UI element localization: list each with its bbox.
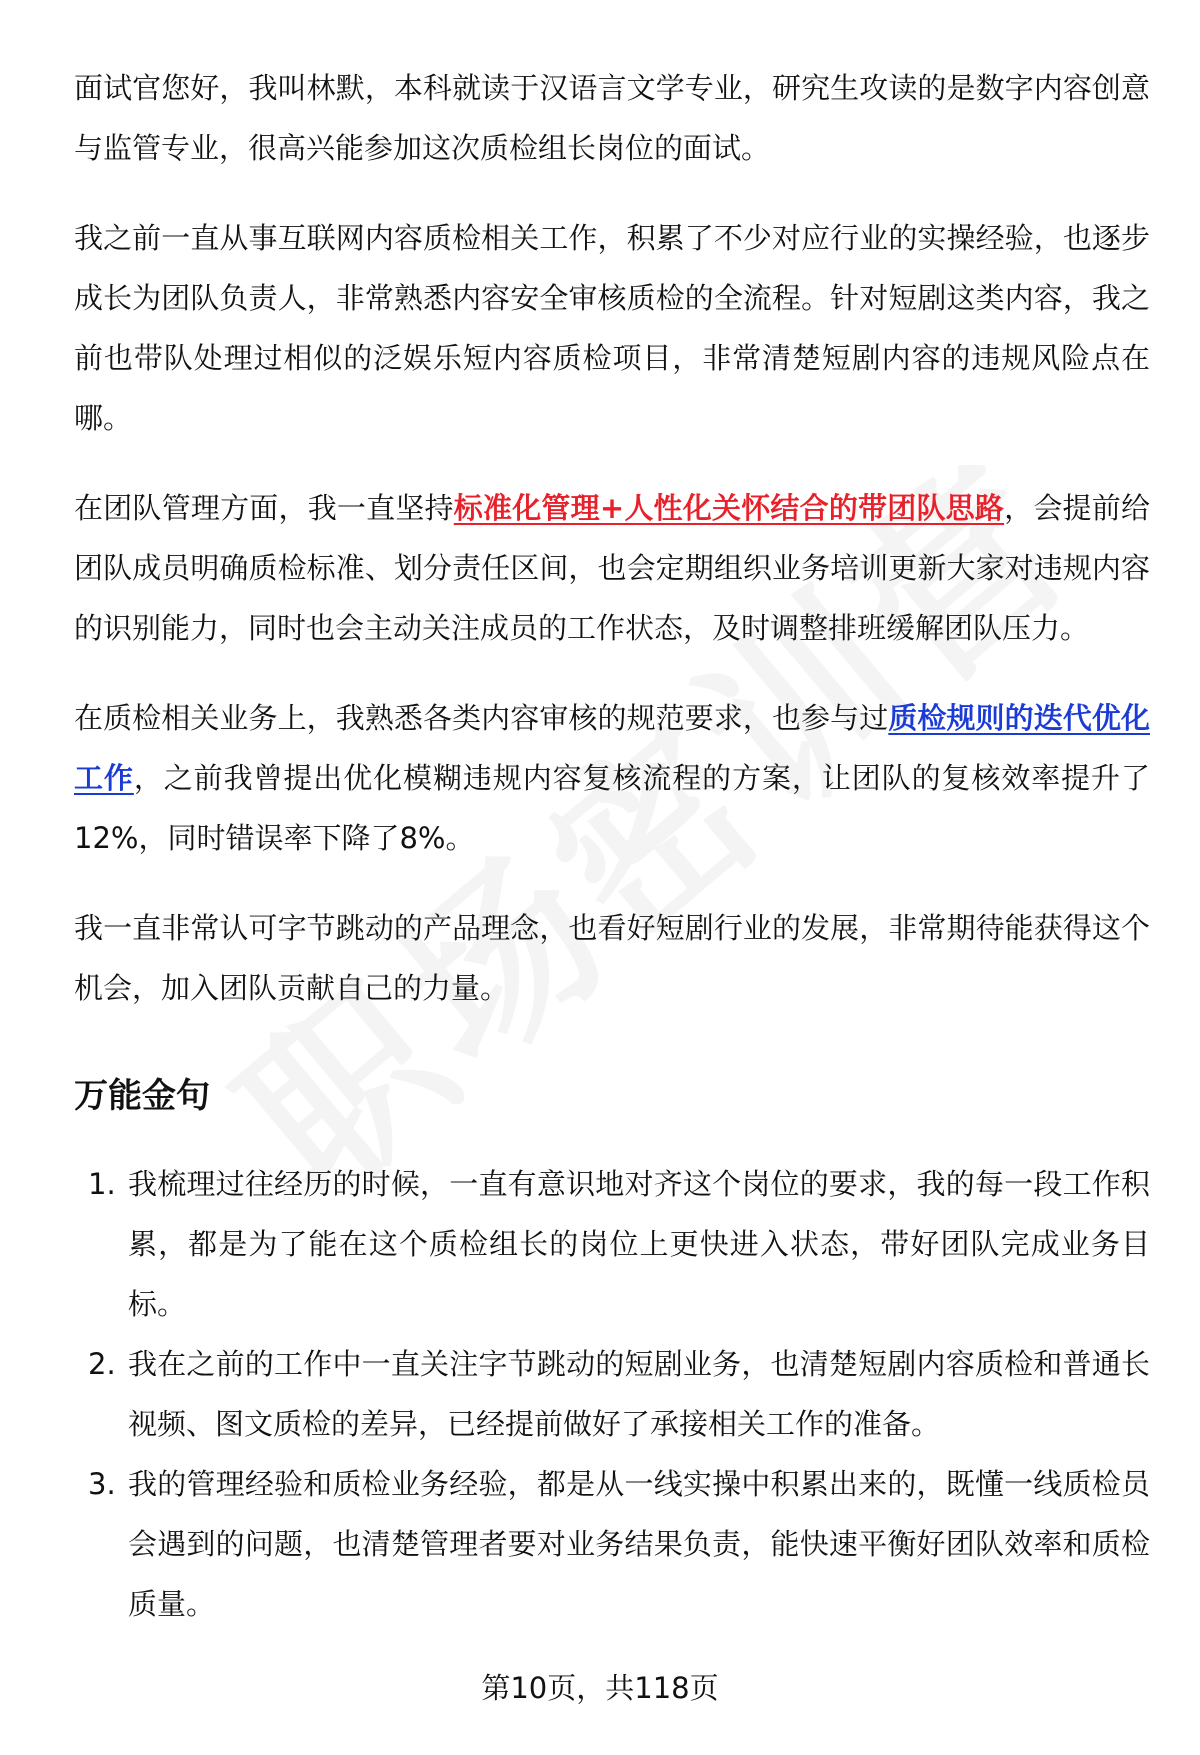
document-body xyxy=(74,58,1150,1634)
business-text-before: 在质检相关业务上，我熟悉各类内容审核的规范要求，也参与过 xyxy=(74,701,889,735)
paragraph-intro: 面试官您好，我叫林默，本科就读于汉语言文学专业，研究生攻读的是数字内容创意与监管专业，很高兴能参加这次质检组长岗位的面试。 xyxy=(74,71,1150,165)
list-item-number: 1. xyxy=(88,1167,116,1201)
list-item xyxy=(74,1334,1150,1454)
paragraph-management xyxy=(74,478,1150,658)
paragraph-experience: 我之前一直从事互联网内容质检相关工作，积累了不少对应行业的实操经验，也逐步成长为团队负责人，非常熟悉内容安全审核质检的全流程。针对短剧这类内容，我之前也带队处理过相似的泛娱乐短内容质检项目，非常清楚短剧内容的违规风险点在哪。 xyxy=(74,221,1150,435)
list-item-number: 2. xyxy=(88,1347,116,1381)
paragraph-closing: 我一直非常认可字节跳动的产品理念，也看好短剧行业的发展，非常期待能获得这个机会，加入团队贡献自己的力量。 xyxy=(74,911,1150,1005)
business-highlight: 质检规则的迭代优化工作 xyxy=(74,701,1150,795)
list-item-text: 我梳理过往经历的时候，一直有意识地对齐这个岗位的要求，我的每一段工作积累，都是为了能在这个质检组长的岗位上更快进入状态，带好团队完成业务目标。 xyxy=(128,1167,1150,1321)
list-item-text: 我的管理经验和质检业务经验，都是从一线实操中积累出来的，既懂一线质检员会遇到的问题，也清楚管理者要对业务结果负责，能快速平衡好团队效率和质检质量。 xyxy=(128,1467,1150,1621)
list-item xyxy=(74,1454,1150,1634)
page-footer: 第10页，共118页 xyxy=(481,1671,719,1705)
management-highlight: 标准化管理+人性化关怀结合的带团队思路 xyxy=(453,491,1005,525)
paragraph-business xyxy=(74,688,1150,868)
management-text-before: 在团队管理方面，我一直坚持 xyxy=(74,491,454,525)
golden-sentence-list xyxy=(74,1154,1150,1634)
management-text-after: ，会提前给团队成员明确质检标准、划分责任区间，也会定期组织业务培训更新大家对违规内容的识别能力，同时也会主动关注成员的工作状态，及时调整排班缓解团队压力。 xyxy=(74,491,1150,645)
business-text-after: ，之前我曾提出优化模糊违规内容复核流程的方案，让团队的复核效率提升了12%，同时错误率下降了8%。 xyxy=(74,761,1150,855)
list-item-number: 3. xyxy=(88,1467,116,1501)
list-item-text: 我在之前的工作中一直关注字节跳动的短剧业务，也清楚短剧内容质检和普通长视频、图文质检的差异，已经提前做好了承接相关工作的准备。 xyxy=(128,1347,1150,1441)
section-title: 万能金句 xyxy=(74,1076,210,1116)
list-item xyxy=(74,1154,1150,1334)
